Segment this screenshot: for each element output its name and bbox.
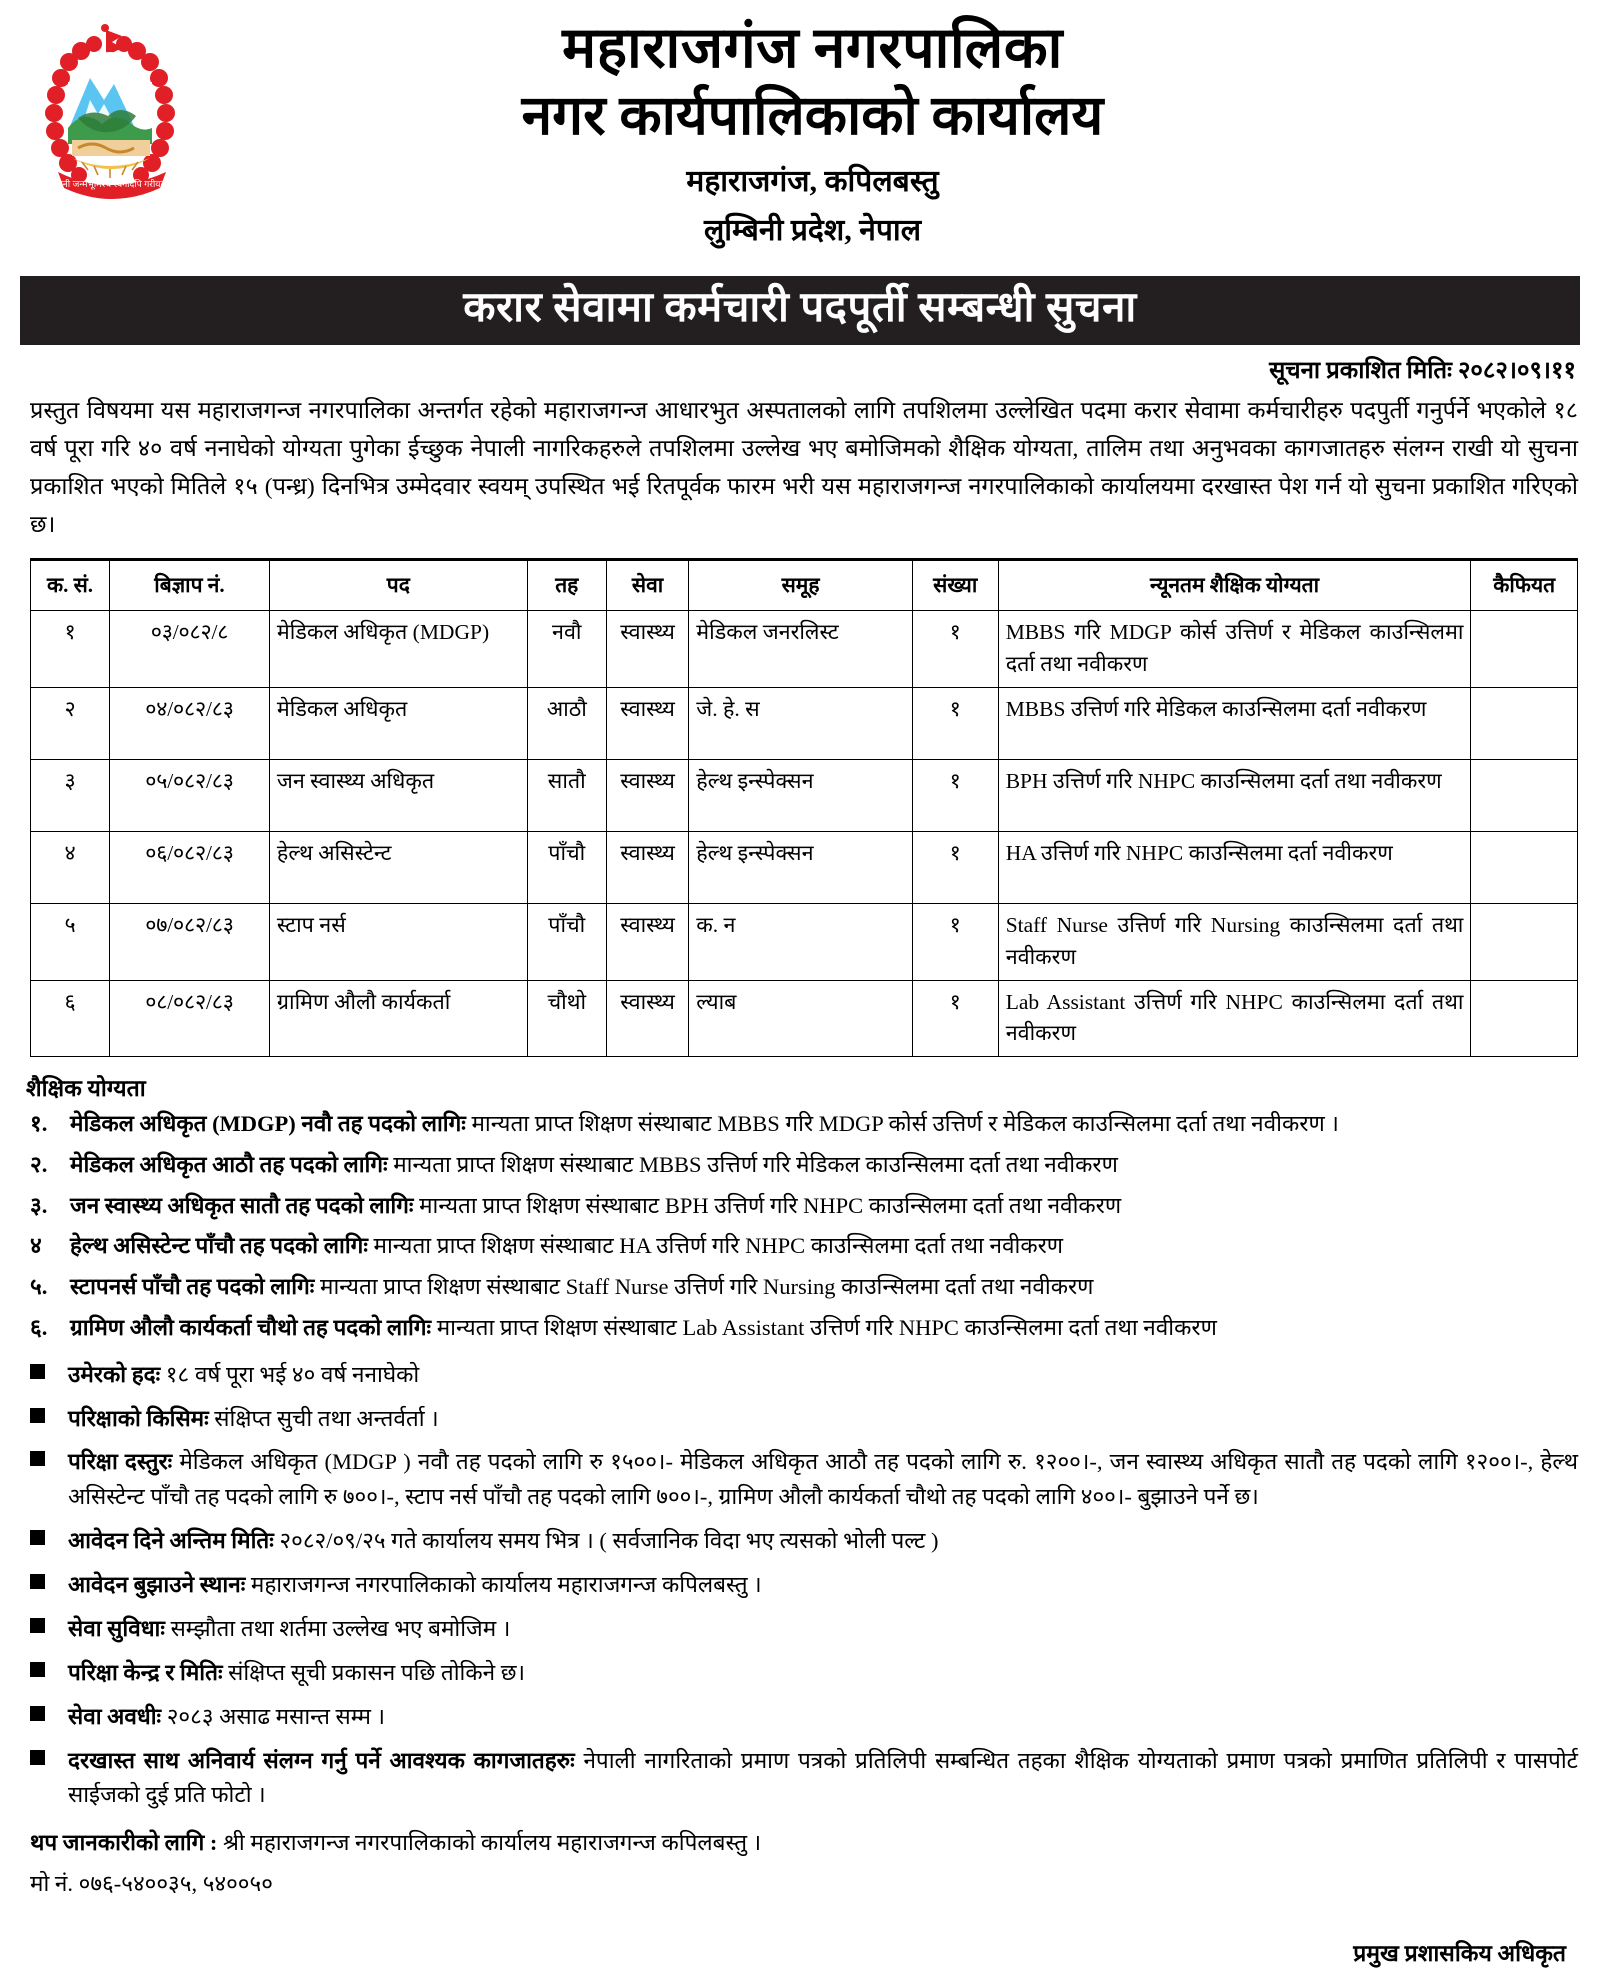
cell-post: स्टाप नर्स [269, 903, 527, 980]
square-bullet-icon [30, 1744, 68, 1814]
item-label: हेल्थ असिस्टेन्ट पाँचौ तह पदको लागिः [70, 1233, 368, 1259]
cell-quantity: १ [912, 903, 998, 980]
item-number: ४ [30, 1233, 42, 1259]
cell-serial: १ [31, 611, 110, 688]
cell-quantity: १ [912, 831, 998, 903]
cell-ad-number: ०६/०८२/८३ [110, 831, 270, 903]
more-info-label: थप जानकारीको लागि : [30, 1830, 218, 1856]
condition-detail: २०८३ असाढ मसान्त सम्म । [161, 1703, 386, 1729]
cell-level: पाँचौ [527, 831, 606, 903]
cell-remarks [1471, 903, 1578, 980]
item-text [70, 1311, 1578, 1345]
item-detail: मान्यता प्राप्त शिक्षण संस्थाबाट BPH उत्तिर्ण गरि NHPC काउन्सिलमा दर्ता तथा नवीकरण [413, 1192, 1122, 1218]
cell-serial: ५ [31, 903, 110, 980]
item-detail: मान्यता प्राप्त शिक्षण संस्थाबाट Staff Nurse उत्तिर्ण गरि Nursing काउन्सिलमा दर्ता तथा नवीकरण [314, 1274, 1094, 1300]
letterhead [0, 0, 1600, 270]
col-header-remarks: कैफियत [1471, 560, 1578, 611]
square-bullet-icon [30, 1656, 68, 1691]
list-item [30, 1612, 1578, 1647]
condition-text [68, 1445, 1578, 1515]
item-label: मेडिकल अधिकृत आठौ तह पदको लागिः [70, 1151, 388, 1177]
condition-detail: संक्षिप्त सूची प्रकासन पछि तोकिने छ। [222, 1659, 526, 1685]
cell-qualification: MBBS उत्तिर्ण गरि मेडिकल काउन्सिलमा दर्ता नवीकरण [998, 687, 1471, 759]
nepal-government-emblem-icon [38, 22, 188, 227]
condition-detail: नेपाली नागरिताको प्रमाण पत्रको प्रतिलिपी सम्बन्धित तहका शैक्षिक योग्यताको प्रमाण पत्रको प्रमाणित प्रतिलिपी र पासपोर्ट साईजको दुई प्रति फोटो । [68, 1747, 1578, 1808]
conditions-list [0, 1352, 1600, 1823]
cell-ad-number: ०४/०८२/८३ [110, 687, 270, 759]
cell-qualification: MBBS गरि MDGP कोर्स उत्तिर्ण र मेडिकल काउन्सिलमा दर्ता तथा नवीकरण [998, 611, 1471, 688]
item-text [70, 1107, 1578, 1141]
condition-text [68, 1568, 1578, 1603]
cell-service: स्वास्थ्य [606, 831, 689, 903]
condition-label: आवेदन दिने अन्तिम मितिः [68, 1528, 274, 1554]
condition-text [68, 1612, 1578, 1647]
table-row [31, 831, 1578, 903]
cell-quantity: १ [912, 759, 998, 831]
list-item [30, 1568, 1578, 1603]
cell-serial: ६ [31, 980, 110, 1057]
item-label: जन स्वास्थ्य अधिकृत सातौ तह पदको लागिः [70, 1192, 414, 1218]
list-item [30, 1107, 1578, 1141]
more-info-line [30, 1826, 1578, 1861]
item-detail: मान्यता प्राप्त शिक्षण संस्थाबाट Lab Assistant उत्तिर्ण गरि NHPC काउन्सिलमा दर्ता तथा नवीकरण [431, 1314, 1217, 1340]
more-info-detail: श्री महाराजगन्ज नगरपालिकाको कार्यालय महाराजगन्ज कपिलबस्तु । [217, 1830, 762, 1856]
square-bullet-icon [30, 1700, 68, 1735]
condition-label: परिक्षा केन्द्र र मितिः [68, 1659, 223, 1685]
list-item [30, 1270, 1578, 1304]
cell-post: मेडिकल अधिकृत (MDGP) [269, 611, 527, 688]
item-text [70, 1189, 1578, 1223]
condition-label: आवेदन बुझाउने स्थानः [68, 1572, 246, 1598]
condition-label: दरखास्त साथ अनिवार्य संलग्न गर्नु पर्ने आवश्यक कागजातहरुः [68, 1747, 575, 1773]
cell-level: सातौ [527, 759, 606, 831]
qualification-section-heading: शैक्षिक योग्यता [26, 1076, 146, 1102]
cell-group: हेल्थ इन्स्पेक्सन [689, 831, 912, 903]
item-number: १. [30, 1111, 48, 1137]
col-header-group: समूह [689, 560, 912, 611]
cell-level: पाँचौ [527, 903, 606, 980]
item-detail: मान्यता प्राप्त शिक्षण संस्थाबाट HA उत्तिर्ण गरि NHPC काउन्सिलमा दर्ता तथा नवीकरण [367, 1233, 1064, 1259]
col-header-post: पद [269, 560, 527, 611]
list-item [30, 1358, 1578, 1393]
col-header-qualification: न्यूनतम शैक्षिक योग्यता [998, 560, 1471, 611]
list-item [30, 1744, 1578, 1814]
cell-quantity: १ [912, 687, 998, 759]
list-item [30, 1445, 1578, 1515]
square-bullet-icon [30, 1358, 68, 1393]
cell-remarks [1471, 980, 1578, 1057]
condition-label: परिक्षाको किसिमः [68, 1405, 209, 1431]
cell-post: जन स्वास्थ्य अधिकृत [269, 759, 527, 831]
condition-detail: संक्षिप्त सुची तथा अन्तर्वर्ता । [208, 1405, 439, 1431]
item-text [70, 1270, 1578, 1304]
contact-phone: मो नं. ०७६-५४००३५, ५४००५० [30, 1871, 273, 1897]
list-item [30, 1524, 1578, 1559]
office-name: नगर कार्यपालिकाको कार्यालय [521, 84, 1104, 146]
cell-remarks [1471, 687, 1578, 759]
cell-remarks [1471, 759, 1578, 831]
cell-quantity: १ [912, 611, 998, 688]
published-date-row [0, 345, 1600, 390]
cell-serial: ३ [31, 759, 110, 831]
cell-ad-number: ०८/०८२/८३ [110, 980, 270, 1057]
table-row [31, 611, 1578, 688]
list-item [30, 1148, 1578, 1182]
cell-quantity: १ [912, 980, 998, 1057]
condition-label: परिक्षा दस्तुरः [68, 1449, 173, 1475]
cell-post: मेडिकल अधिकृत [269, 687, 527, 759]
condition-text [68, 1700, 1578, 1735]
item-label: स्टापनर्स पाँचौ तह पदको लागिः [70, 1274, 315, 1300]
cell-level: आठौ [527, 687, 606, 759]
condition-text [68, 1358, 1578, 1393]
square-bullet-icon [30, 1445, 68, 1515]
condition-text [68, 1656, 1578, 1691]
cell-post: ग्रामिण औलौ कार्यकर्ता [269, 980, 527, 1057]
condition-text [68, 1524, 1578, 1559]
item-label: ग्रामिण औलौ कार्यकर्ता चौथो तह पदको लागिः [70, 1314, 432, 1340]
cell-post: हेल्थ असिस्टेन्ट [269, 831, 527, 903]
cell-group: क. न [689, 903, 912, 980]
condition-detail: १८ वर्ष पूरा भई ४० वर्ष ननाघेको [160, 1361, 420, 1387]
condition-text [68, 1402, 1578, 1437]
cell-ad-number: ०५/०८२/८३ [110, 759, 270, 831]
cell-remarks [1471, 831, 1578, 903]
cell-service: स्वास्थ्य [606, 611, 689, 688]
cell-qualification: Staff Nurse उत्तिर्ण गरि Nursing काउन्सिलमा दर्ता तथा नवीकरण [998, 903, 1471, 980]
cell-group: ल्याब [689, 980, 912, 1057]
col-header-quantity: संख्या [912, 560, 998, 611]
list-item [30, 1656, 1578, 1691]
item-number: ५. [30, 1274, 48, 1300]
condition-detail: मेडिकल अधिकृत (MDGP ) नवौ तह पदको लागि रु १५००।- मेडिकल अधिकृत आठौ तह पदको लागि रु. १२००।-, जन स्वास्थ्य अधिकृत सातौ तह पदको लागि १२००।-, हेल्थ असिस्टेन्ट पाँचौ तह पदको लागि रु ७००।-, स्टाप नर्स पाँचौ तह पदको लागि ७००।-, ग्रामिण औलौ कार्यकर्ता चौथो तह पदको लागि ४००।- बुझाउने पर्ने छ। [68, 1449, 1579, 1510]
org-name: महाराजगंज नगरपालिका [562, 17, 1063, 80]
cell-qualification: BPH उत्तिर्ण गरि NHPC काउन्सिलमा दर्ता तथा नवीकरण [998, 759, 1471, 831]
col-header-service: सेवा [606, 560, 689, 611]
cell-service: स्वास्थ्य [606, 903, 689, 980]
signatory-title: प्रमुख प्रशासकिय अधिकृत [1353, 1941, 1566, 1967]
table-row [31, 759, 1578, 831]
intro-paragraph: प्रस्तुत विषयमा यस महाराजगन्ज नगरपालिका अन्तर्गत रहेको महाराजगन्ज आधारभुत अस्पतालको लागि तपशिलमा उल्लेखित पदमा करार सेवामा कर्मचारीहरु पदपुर्ती गनुर्पर्ने भएकोले १८ वर्ष पूरा गरि ४० वर्ष ननाघेको योग्यता पुगेका ईच्छुक नेपाली नागरिकहरुले तपशिलमा उल्लेख भए बमोजिमको शैक्षिक योग्यता, तालिम तथा अनुभवका कागजातहरु संलग्न राखी यो सुचना प्रकाशित भएको मितिले १५ (पन्ध्र) दिनभित्र उम्मेदवार स्वयम् उपस्थित भई रितपूर्वक फारम भरी यस महाराजगन्ज नगरपालिकाको कार्यालयमा दरखास्त पेश गर्न यो सुचना प्रकाशित गरिएको छ। [30, 398, 1578, 539]
square-bullet-icon [30, 1612, 68, 1647]
qualification-list [0, 1107, 1600, 1352]
office-province: लुम्बिनी प्रदेश, नेपाल [703, 213, 922, 247]
col-header-ad-number: बिज्ञाप नं. [110, 560, 270, 611]
cell-service: स्वास्थ्य [606, 687, 689, 759]
footer-info [0, 1822, 1600, 1908]
item-number: ६. [30, 1314, 48, 1340]
cell-remarks [1471, 611, 1578, 688]
item-text [70, 1229, 1578, 1263]
condition-detail: महाराजगन्ज नगरपालिकाको कार्यालय महाराजगन्ज कपिलबस्तु । [245, 1572, 762, 1598]
item-label: मेडिकल अधिकृत (MDGP) नवौ तह पदको लागिः [70, 1111, 466, 1137]
organization-titles [195, 12, 1570, 249]
notice-title: करार सेवामा कर्मचारी पदपूर्ती सम्बन्धी सुचना [463, 285, 1137, 331]
condition-detail: २०८२/०९/२५ गते कार्यालय समय भित्र । ( सर्वजानिक विदा भए त्यसको भोली पल्ट ) [273, 1528, 939, 1554]
item-text [70, 1148, 1578, 1182]
cell-group: मेडिकल जनरलिस्ट [689, 611, 912, 688]
vacancy-table-head [31, 560, 1578, 611]
office-address: महाराजगंज, कपिलबस्तु [686, 164, 939, 198]
list-item [30, 1311, 1578, 1345]
cell-ad-number: ०७/०८२/८३ [110, 903, 270, 980]
vacancy-table-container [0, 544, 1600, 1057]
condition-label: उमेरको हदः [68, 1361, 161, 1387]
emblem-container [30, 12, 195, 227]
item-detail: मान्यता प्राप्त शिक्षण संस्थाबाट MBBS उत्तिर्ण गरि मेडिकल काउन्सिलमा दर्ता तथा नवीकरण [387, 1151, 1118, 1177]
cell-service: स्वास्थ्य [606, 980, 689, 1057]
square-bullet-icon [30, 1568, 68, 1603]
cell-level: नवौ [527, 611, 606, 688]
square-bullet-icon [30, 1402, 68, 1437]
cell-serial: २ [31, 687, 110, 759]
cell-serial: ४ [31, 831, 110, 903]
cell-service: स्वास्थ्य [606, 759, 689, 831]
item-detail: मान्यता प्राप्त शिक्षण संस्थाबाट MBBS गरि MDGP कोर्स उत्तिर्ण र मेडिकल काउन्सिलमा दर्ता तथा नवीकरण । [465, 1111, 1339, 1137]
list-item [30, 1700, 1578, 1735]
cell-group: हेल्थ इन्स्पेक्सन [689, 759, 912, 831]
col-header-level: तह [527, 560, 606, 611]
list-item [30, 1402, 1578, 1437]
square-bullet-icon [30, 1524, 68, 1559]
table-row [31, 980, 1578, 1057]
cell-level: चौथो [527, 980, 606, 1057]
list-item [30, 1189, 1578, 1223]
cell-ad-number: ०३/०८२/८ [110, 611, 270, 688]
notice-banner [20, 276, 1580, 345]
condition-label: सेवा अवधीः [68, 1703, 162, 1729]
condition-detail: सम्झौता तथा शर्तमा उल्लेख भए बमोजिम । [164, 1615, 511, 1641]
cell-qualification: Lab Assistant उत्तिर्ण गरि NHPC काउन्सिलमा दर्ता तथा नवीकरण [998, 980, 1471, 1057]
vacancy-table-body [31, 611, 1578, 1057]
list-item [30, 1229, 1578, 1263]
item-number: २. [30, 1151, 48, 1177]
table-row [31, 687, 1578, 759]
item-number: ३. [30, 1192, 48, 1218]
published-date: सूचना प्रकाशित मितिः २०८२।०९।११ [1269, 358, 1576, 385]
table-row [31, 903, 1578, 980]
col-header-serial: क. सं. [31, 560, 110, 611]
table-header-row [31, 560, 1578, 611]
cell-group: जे. हे. स [689, 687, 912, 759]
cell-qualification: HA उत्तिर्ण गरि NHPC काउन्सिलमा दर्ता नवीकरण [998, 831, 1471, 903]
vacancy-table [30, 558, 1578, 1057]
svg-text:जननी जन्मभूमिश्च स्वर्गादपि गर: जननी जन्मभूमिश्च स्वर्गादपि गरीयसी [50, 179, 169, 189]
condition-text [68, 1744, 1578, 1814]
condition-label: सेवा सुविधाः [68, 1615, 165, 1641]
